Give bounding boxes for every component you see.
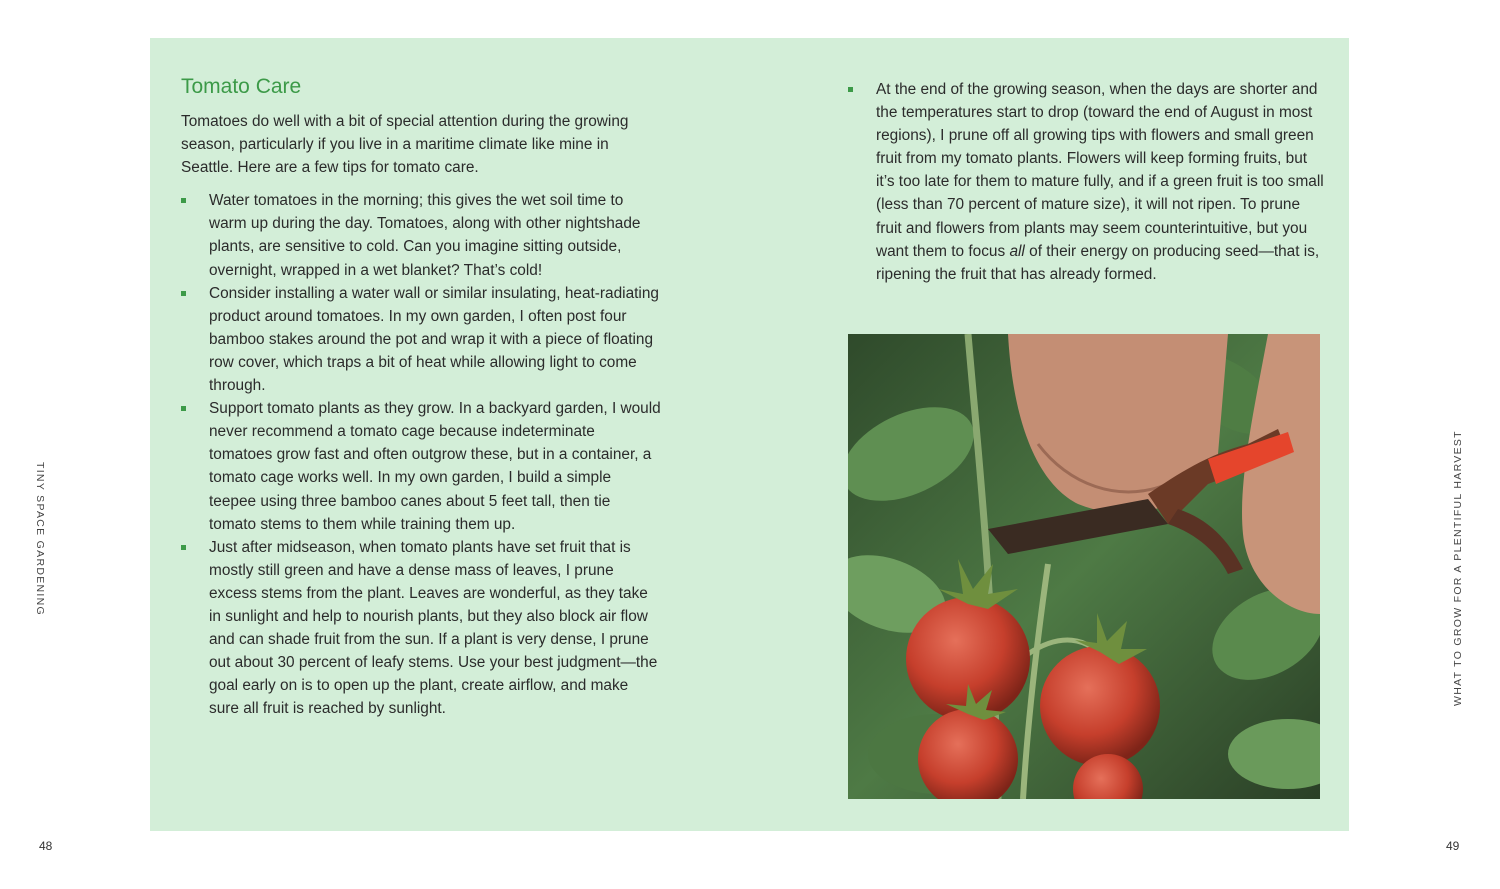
tip-item: [181, 536, 661, 721]
tip-item: [848, 78, 1328, 286]
intro-paragraph: Tomatoes do well with a bit of special attention during the growing season, particularly if you live in a maritime climate like mine in Seattle. Here are a few tips for tomato care.: [181, 113, 629, 177]
page-number-right: 49: [1446, 839, 1460, 853]
pruning-illustration: [848, 334, 1320, 799]
tip-item: [181, 397, 661, 536]
bullet-square-icon: [181, 545, 186, 550]
bullet-square-icon: [181, 198, 186, 203]
bullet-square-icon: [181, 291, 186, 296]
tip-text-part1: At the end of the growing season, when the days are shorter and the temperatures start to drop (toward the end of August in most regions), I prune off all growing tips with flowers and small green fruit from my tomato plants. Flowers will keep forming fruits, but it’s too late for them to mature fully, and if a green fruit is too small (less than 70 percent of mature size), it will not ripen. To prune fruit and flowers from plants may seem counterintuitive, but you want them to focus: [876, 81, 1324, 260]
tip-text: Water tomatoes in the morning; this gives the wet soil time to warm up during the day. Tomatoes, along with other nightshade plants, are sensitive to cold. Can you imagine sitting outside, overnight, wrapped in a wet blanket? That’s cold!: [209, 192, 641, 279]
running-head-right: WHAT TO GROW FOR A PLENTIFUL HARVEST: [1452, 430, 1464, 706]
tip-text-part2: of their energy on producing seed—that is, ripening the fruit that has already formed.: [876, 242, 1320, 283]
tip-text: Just after midseason, when tomato plants have set fruit that is mostly still green and have a dense mass of leaves, I prune excess stems from the plant. Leaves are wonderful, as they take in sunlight and help to nourish plants, but they also block air flow and can shade fruit from the sun. If a plant is very dense, I prune out about 30 percent of leafy stems. Use your best judgment—the goal early on is to open up the plant, create airflow, and make sure all fruit is reached by sunlight.: [209, 538, 658, 718]
bullet-square-icon: [181, 406, 186, 411]
bullet-square-icon: [848, 87, 853, 92]
tomato-pruning-photo: [848, 334, 1320, 799]
tip-text: Consider installing a water wall or similar insulating, heat-radiating product around tomatoes. In my own garden, I often post four bamboo stakes around the pot and wrap it with a piece of floating row cover, which traps a bit of heat while allowing light to come through.: [209, 284, 659, 395]
section-title: Tomato Care: [181, 75, 302, 98]
tips-list-continued: [848, 78, 1328, 286]
page-number-left: 48: [39, 839, 53, 853]
right-column: [848, 78, 1328, 286]
left-column: [181, 74, 661, 720]
tip-text: Support tomato plants as they grow. In a backyard garden, I would never recommend a tomato cage because indeterminate tomatoes grow fast and often outgrow these, but in a container, a tomato cage works well. In my own garden, I build a simple teepee using three bamboo canes about 5 feet tall, then tie tomato stems to them while training them up.: [209, 400, 661, 533]
tip-item: [181, 282, 661, 397]
tips-list: [181, 189, 661, 720]
running-head-left: TINY SPACE GARDENING: [34, 462, 46, 616]
tip-item: [181, 189, 661, 281]
tip-text-emphasis: all: [1009, 242, 1025, 260]
